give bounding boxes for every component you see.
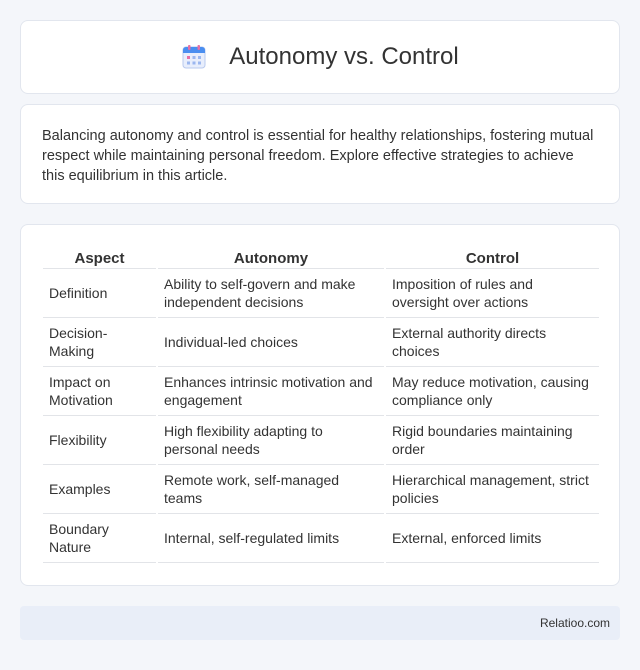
intro-card: [20, 104, 620, 204]
cell-control: External, enforced limits: [386, 514, 599, 563]
header-autonomy: Autonomy: [158, 245, 384, 269]
header-control: Control: [386, 245, 599, 269]
table-row: [43, 367, 599, 416]
cell-aspect: Boundary Nature: [43, 514, 156, 563]
intro-text: Balancing autonomy and control is essential for healthy relationships, fostering mutual respect while maintaining personal freedom. Explore effective strategies to achieve this equilibrium in this article.: [42, 128, 594, 184]
cell-control: External authority directs choices: [386, 318, 599, 367]
comparison-table: [41, 245, 601, 563]
cell-control: May reduce motivation, causing compliance only: [386, 367, 599, 416]
cell-control: Rigid boundaries maintaining order: [386, 416, 599, 465]
cell-autonomy: Enhances intrinsic motivation and engagement: [158, 367, 384, 416]
cell-aspect: Definition: [43, 269, 156, 318]
cell-aspect: Impact on Motivation: [43, 367, 156, 416]
cell-aspect: Examples: [43, 465, 156, 514]
table-row: [43, 514, 599, 563]
cell-autonomy: Remote work, self-managed teams: [158, 465, 384, 514]
table-row: [43, 416, 599, 465]
footer-site-name[interactable]: Relatioo.com: [539, 616, 610, 630]
header-card: [20, 20, 620, 94]
table-header-row: [43, 245, 599, 269]
table-row: [43, 465, 599, 514]
cell-control: Imposition of rules and oversight over actions: [386, 269, 599, 318]
cell-control: Hierarchical management, strict policies: [386, 465, 599, 514]
cell-autonomy: High flexibility adapting to personal needs: [158, 416, 384, 465]
cell-autonomy: Ability to self-govern and make independent decisions: [158, 269, 384, 318]
calendar-icon: [181, 44, 207, 70]
cell-aspect: Decision-Making: [43, 318, 156, 367]
footer: [20, 606, 620, 640]
cell-aspect: Flexibility: [43, 416, 156, 465]
cell-autonomy: Internal, self-regulated limits: [158, 514, 384, 563]
page-title: Autonomy vs. Control: [229, 43, 459, 70]
table-card: [20, 224, 620, 586]
header-aspect: Aspect: [43, 245, 156, 269]
cell-autonomy: Individual-led choices: [158, 318, 384, 367]
table-row: [43, 269, 599, 318]
table-row: [43, 318, 599, 367]
